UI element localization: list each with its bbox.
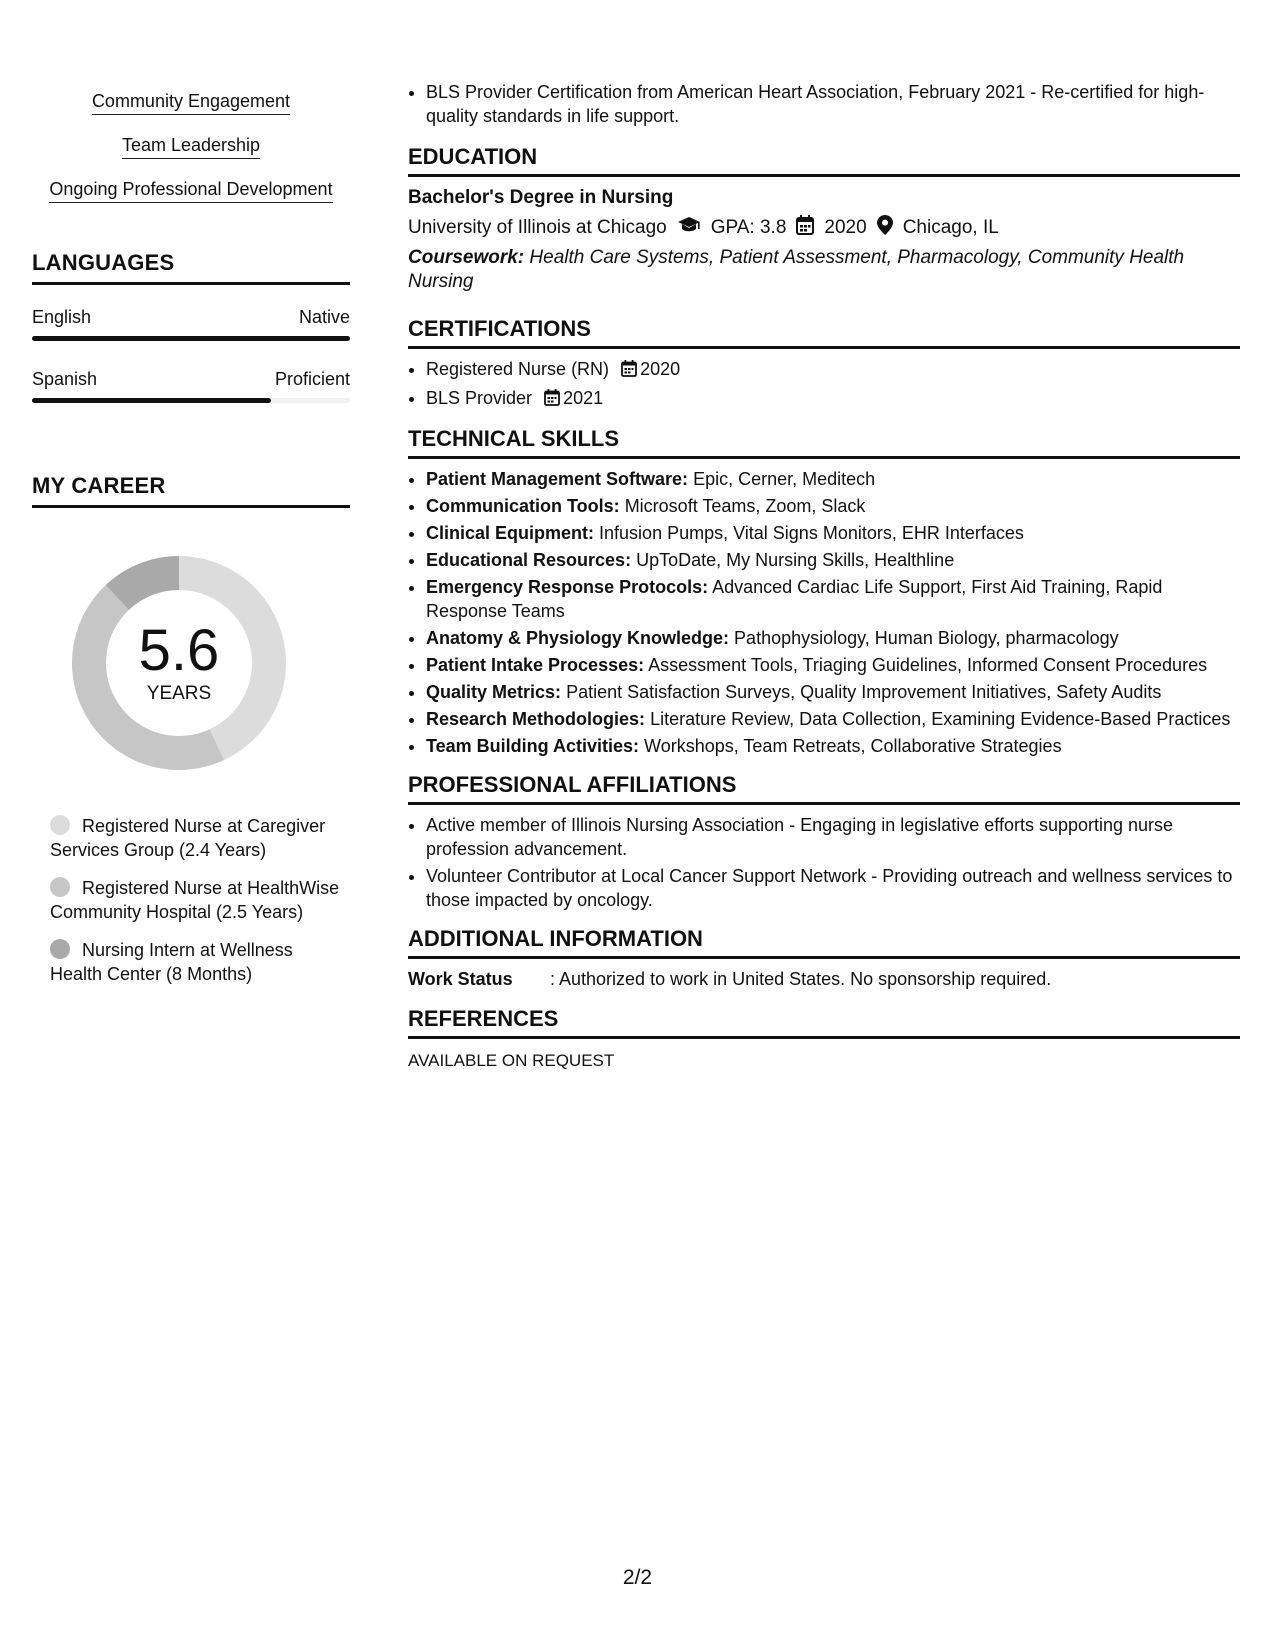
education-school: University of Illinois at Chicago [408, 217, 667, 238]
certification-item [426, 386, 1240, 412]
skill-label: Quality Metrics: [426, 682, 562, 702]
skill-value: Pathophysiology, Human Biology, pharmacology [734, 628, 1119, 648]
skill-label: Research Methodologies: [426, 709, 646, 729]
skill-value: Workshops, Team Retreats, Collaborative Strategies [644, 736, 1062, 756]
skill-item [426, 494, 1240, 518]
legend-label: Registered Nurse at HealthWise Community Hospital (2.5 Years) [50, 878, 340, 922]
references-text: AVAILABLE ON REQUEST [408, 1051, 615, 1070]
career-unit: YEARS [146, 683, 212, 704]
skill-label: Educational Resources: [426, 550, 632, 570]
legend-dot-icon [50, 939, 70, 959]
skill-item [426, 467, 1240, 491]
education-year: 2020 [824, 217, 867, 238]
language-bar-fill [32, 336, 350, 341]
top-bullet-list [408, 80, 1240, 128]
skill-item [426, 548, 1240, 572]
skill-item [426, 626, 1240, 650]
references-title: REFERENCES [408, 1006, 1240, 1039]
language-bar [32, 336, 350, 341]
certification-item [426, 357, 1240, 383]
certification-name: BLS Provider [426, 388, 533, 408]
skill-label: Communication Tools: [426, 496, 620, 516]
strength-item: Community Engagement [92, 90, 290, 115]
technical-skills-title: TECHNICAL SKILLS [408, 426, 1240, 459]
skill-label: Patient Intake Processes: [426, 655, 645, 675]
skill-value: Patient Satisfaction Surveys, Quality Improvement Initiatives, Safety Audits [566, 682, 1162, 702]
work-status-label: Work Status [408, 969, 513, 989]
language-name: English [32, 307, 92, 327]
career-donut-chart [64, 548, 294, 778]
career-total-years: 5.6 [138, 618, 220, 683]
certifications-title: CERTIFICATIONS [408, 316, 1240, 349]
career-title: MY CAREER [32, 473, 350, 508]
legend-item [50, 938, 340, 986]
strength-item: Team Leadership [122, 134, 260, 159]
page-number: 2/2 [622, 1566, 653, 1589]
languages-title: LANGUAGES [32, 250, 350, 285]
education-coursework [408, 246, 1240, 294]
education-location: Chicago, IL [902, 217, 999, 238]
certification-year: 2021 [563, 388, 604, 408]
legend-label: Nursing Intern at Wellness Health Center (8 Months) [50, 940, 293, 984]
career-legend [50, 814, 340, 986]
additional-info-title: ADDITIONAL INFORMATION [408, 926, 1240, 959]
affiliation-item: • Volunteer Contributor at Local Cancer Support Network - Providing outreach and wellness services to those impacted by oncology. [426, 864, 1240, 912]
skill-value: Literature Review, Data Collection, Examining Evidence-Based Practices [650, 709, 1231, 729]
skill-item [426, 575, 1240, 623]
work-status-row [408, 969, 1240, 990]
career-center [64, 548, 294, 778]
skill-label: Team Building Activities: [426, 736, 640, 756]
strength-item: Ongoing Professional Development [49, 178, 332, 203]
career-section [32, 473, 350, 986]
education-meta [408, 215, 1240, 241]
affiliations-list [408, 813, 1240, 912]
calendar-icon [796, 215, 814, 241]
education-degree: Bachelor's Degree in Nursing [408, 187, 674, 208]
language-level: Proficient [274, 369, 350, 389]
languages-section [32, 250, 350, 403]
affiliation-item: • Active member of Illinois Nursing Association - Engaging in legislative efforts supporting nurse profession advancement. [426, 813, 1240, 861]
skill-item [426, 680, 1240, 704]
legend-label: Registered Nurse at Caregiver Services Group (2.4 Years) [50, 816, 326, 860]
language-row [32, 369, 350, 390]
skill-label: Anatomy & Physiology Knowledge: [426, 628, 730, 648]
right-column [408, 80, 1240, 1071]
language-bar [32, 398, 350, 403]
certification-name: Registered Nurse (RN) [426, 359, 610, 379]
skill-item [426, 707, 1240, 731]
left-column [32, 80, 350, 1000]
affiliations-title: PROFESSIONAL AFFILIATIONS [408, 772, 1240, 805]
language-name: Spanish [32, 369, 98, 389]
certifications-list [408, 357, 1240, 412]
skill-label: Emergency Response Protocols: [426, 577, 709, 597]
list-item: • BLS Provider Certification from American Heart Association, February 2021 - Re-certified for high-quality standards in life support. [426, 80, 1240, 128]
language-level: Native [298, 307, 350, 327]
skill-item [426, 521, 1240, 545]
language-bar-fill [32, 398, 271, 403]
calendar-icon [544, 388, 560, 412]
graduation-cap-icon [677, 216, 701, 240]
strengths-list [32, 80, 350, 212]
skill-value: Advanced Cardiac Life Support, First Aid Training, Rapid Response Teams [426, 577, 1163, 621]
calendar-icon [621, 359, 637, 383]
skill-item [426, 734, 1240, 758]
skill-value: Epic, Cerner, Meditech [693, 469, 876, 489]
location-pin-icon [877, 215, 893, 241]
education-title: EDUCATION [408, 144, 1240, 177]
legend-dot-icon [50, 877, 70, 897]
skill-value: Assessment Tools, Triaging Guidelines, Informed Consent Procedures [648, 655, 1208, 675]
education-gpa: GPA: 3.8 [710, 217, 787, 238]
legend-item [50, 876, 340, 924]
skill-item [426, 653, 1240, 677]
coursework-value: Health Care Systems, Patient Assessment, Pharmacology, Community Health Nursing [408, 247, 1185, 292]
skill-value: UpToDate, My Nursing Skills, Healthline [636, 550, 955, 570]
language-row [32, 307, 350, 328]
technical-skills-list [408, 467, 1240, 758]
legend-item [50, 814, 340, 862]
coursework-label: Coursework: [408, 247, 525, 268]
certification-year: 2020 [640, 359, 681, 379]
skill-label: Clinical Equipment: [426, 523, 595, 543]
skill-value: Infusion Pumps, Vital Signs Monitors, EHR Interfaces [599, 523, 1024, 543]
legend-dot-icon [50, 815, 70, 835]
skill-value: Microsoft Teams, Zoom, Slack [624, 496, 866, 516]
skill-label: Patient Management Software: [426, 469, 689, 489]
work-status-value: : Authorized to work in United States. No sponsorship required. [550, 969, 1052, 989]
